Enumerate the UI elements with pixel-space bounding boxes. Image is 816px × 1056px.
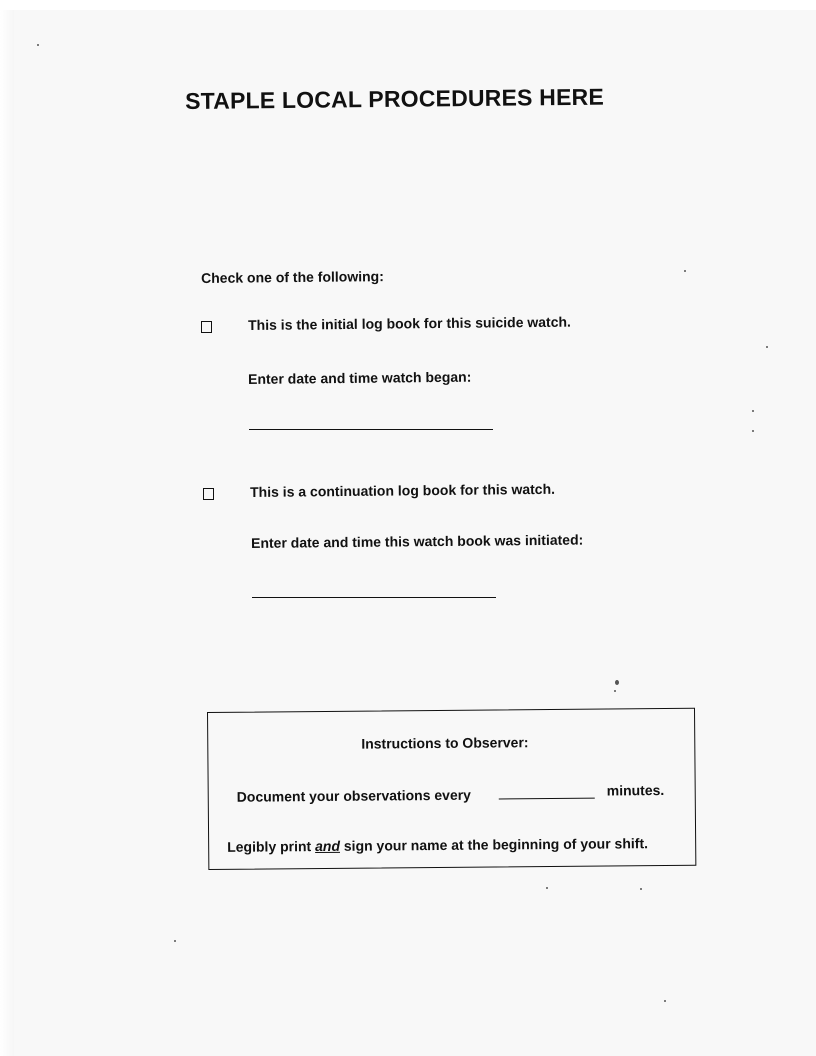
scan-speck	[614, 690, 616, 692]
sign-name-after: sign your name at the beginning of your shift.	[343, 835, 649, 854]
scan-speck	[615, 680, 619, 685]
book-initiated-prompt: Enter date and time this watch book was initiated:	[251, 531, 584, 551]
scan-speck	[37, 44, 39, 46]
book-initiated-date-field[interactable]	[252, 597, 496, 598]
scan-speck	[664, 1000, 666, 1002]
scan-speck	[766, 346, 768, 348]
watch-began-prompt: Enter date and time watch began:	[248, 368, 472, 387]
page-title: STAPLE LOCAL PROCEDURES HERE	[185, 83, 605, 114]
scan-speck	[546, 887, 548, 889]
watch-began-date-field[interactable]	[249, 429, 493, 430]
initial-logbook-checkbox[interactable]	[201, 321, 212, 333]
instructions-title: Instructions to Observer:	[361, 734, 529, 752]
scan-speck	[752, 430, 754, 432]
continuation-logbook-checkbox[interactable]	[203, 488, 214, 500]
scan-speck	[174, 940, 176, 942]
continuation-logbook-label: This is a continuation log book for this watch.	[250, 480, 556, 500]
initial-logbook-label: This is the initial log book for this suicide watch.	[248, 313, 571, 333]
scan-edge	[0, 0, 816, 10]
sign-name-before: Legibly print	[227, 838, 312, 855]
scan-speck	[752, 410, 754, 412]
check-prompt: Check one of the following:	[201, 268, 384, 286]
observation-frequency-suffix: minutes.	[606, 782, 665, 799]
observation-interval-field[interactable]	[499, 798, 595, 800]
sign-name-instruction	[227, 835, 648, 855]
observation-frequency-prefix: Document your observations every	[236, 786, 471, 805]
sign-name-emphasis: and	[314, 837, 341, 855]
instructions-box	[207, 708, 696, 870]
scan-edge	[0, 0, 14, 1056]
scan-speck	[684, 270, 686, 272]
scan-speck	[640, 888, 642, 890]
